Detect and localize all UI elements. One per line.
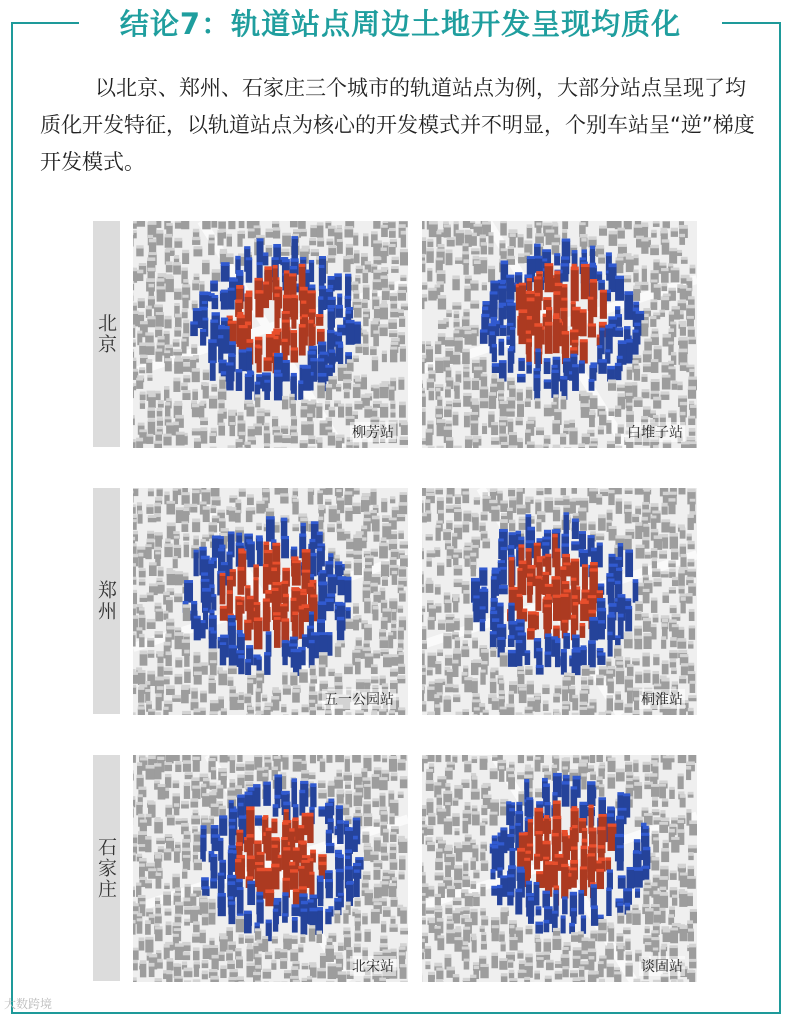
- station-map-baiduizi: [422, 221, 697, 448]
- map-render: [133, 755, 408, 982]
- station-caption-tonghuai: 桐淮站: [639, 689, 685, 709]
- map-render: [133, 221, 408, 448]
- city-name-zhengzhou: 郑州: [95, 580, 117, 622]
- station-caption-liufang: 柳芳站: [350, 422, 396, 442]
- station-caption-wuyi-park: 五一公园站: [322, 689, 396, 709]
- map-render: [422, 488, 697, 715]
- frame-top-line-right: [722, 22, 781, 24]
- station-map-beisong: [133, 755, 408, 982]
- station-caption-beisong: 北宋站: [350, 956, 396, 976]
- map-render: [422, 755, 697, 982]
- city-label-zhengzhou: [93, 488, 120, 714]
- frame-top-line-left: [11, 22, 79, 24]
- city-label-shijiazhuang: [93, 755, 120, 981]
- station-map-wuyi-park: [133, 488, 408, 715]
- station-caption-tangu: 谈固站: [639, 956, 685, 976]
- station-caption-baiduizi: 白堆子站: [625, 422, 685, 442]
- city-name-shijiazhuang: 石家庄: [95, 836, 117, 900]
- city-label-beijing: [93, 221, 120, 447]
- station-map-tangu: [422, 755, 697, 982]
- map-render: [422, 221, 697, 448]
- station-map-tonghuai: [422, 488, 697, 715]
- station-map-liufang: [133, 221, 408, 448]
- page-title: 结论7：轨道站点周边土地开发呈现均质化: [119, 7, 682, 41]
- map-render: [133, 488, 408, 715]
- city-name-beijing: 北京: [95, 313, 117, 355]
- body-paragraph: 以北京、郑州、石家庄三个城市的轨道站点为例，大部分站点呈现了均质化开发特征，以轨道站点为核心的开发模式并不明显，个别车站呈“逆”梯度开发模式。: [40, 76, 755, 174]
- watermark: 大数跨境: [4, 997, 53, 1011]
